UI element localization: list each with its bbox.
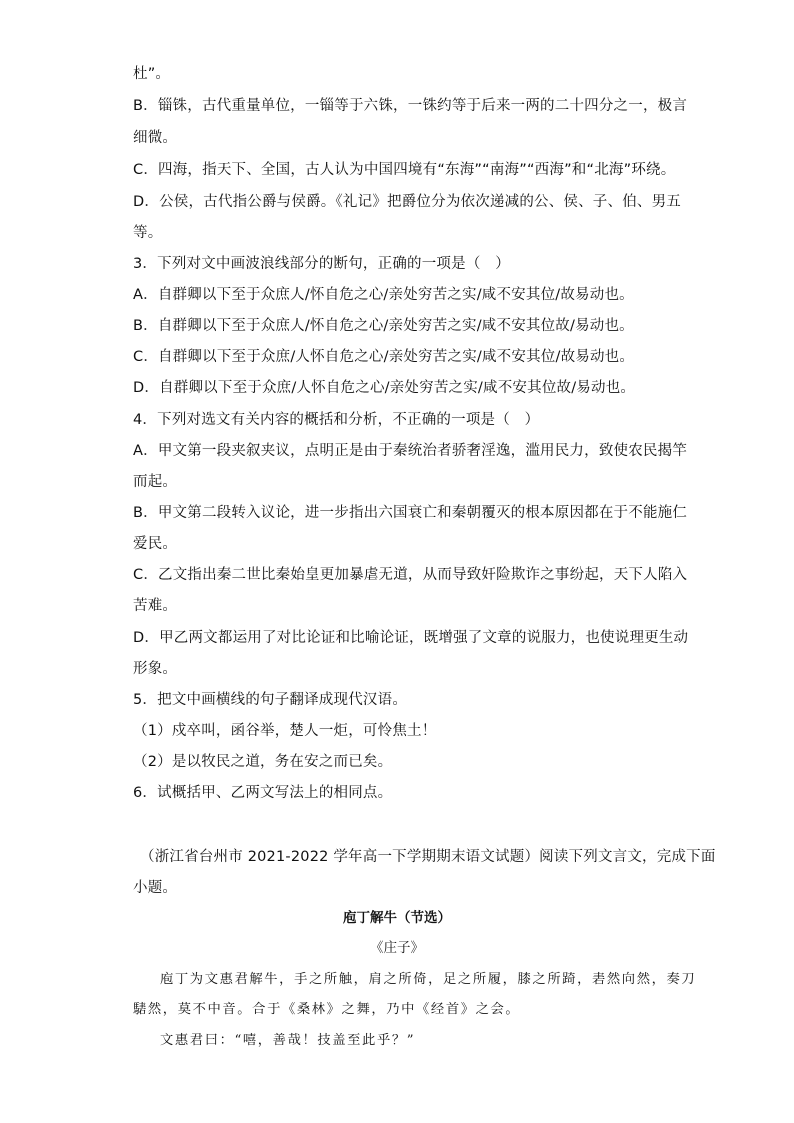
question-3: 3．下列对文中画波浪线部分的断句，正确的一项是（ ） xyxy=(133,256,510,272)
option-d-line: D．公侯，古代指公爵与侯爵。《礼记》把爵位分为依次递减的公、侯、子、伯、男五 xyxy=(133,194,682,210)
passage-author: 《庄子》 xyxy=(370,940,424,956)
q4-option-c: C．乙文指出秦二世比秦始皇更加暴虐无道，从而导致奸险欺诈之事纷起，天下人陷入 xyxy=(133,567,688,583)
text-line: 爱民。 xyxy=(133,536,178,552)
q3-option-d: D．自群卿以下至于众庶/人怀自危之心/亲处穷苦之实/咸不安其位故/易动也。 xyxy=(133,380,636,396)
q5-item-1: （1）戍卒叫，函谷举，楚人一炬，可怜焦土！ xyxy=(133,723,437,739)
passage-title: 庖丁解牛（节选） xyxy=(343,910,451,926)
question-6: 6．试概括甲、乙两文写法上的相同点。 xyxy=(133,785,393,801)
text-line: 杜”。 xyxy=(133,66,171,82)
text-line: 形象。 xyxy=(133,661,178,677)
text-line: 而起。 xyxy=(133,474,178,490)
q4-option-d: D．甲乙两文都运用了对比论证和比喻论证，既增强了文章的说服力，也使说理更生动 xyxy=(133,630,689,646)
source-note: （浙江省台州市 2021-2022 学年高一下学期期末语文试题）阅读下列文言文，完成下面 xyxy=(140,849,716,865)
q3-option-a: A．自群卿以下至于众庶人/怀自危之心/亲处穷苦之实/咸不安其位/故易动也。 xyxy=(133,287,634,303)
question-4: 4．下列对选文有关内容的概括和分析，不正确的一项是（ ） xyxy=(133,412,540,428)
source-note-cont: 小题。 xyxy=(133,880,178,896)
q4-option-a: A．甲文第一段夹叙夹议，点明正是由于秦统治者骄奢淫逸，滥用民力，致使农民揭竿 xyxy=(133,443,688,459)
passage-paragraph: 文惠君曰：“嘻，善哉！技盖至此乎？” xyxy=(160,1033,416,1048)
passage-line: 騞然，莫不中音。合于《桑林》之舞，乃中《经首》之会。 xyxy=(133,1002,521,1017)
q3-option-c: C．自群卿以下至于众庶/人怀自危之心/亲处穷苦之实/咸不安其位/故易动也。 xyxy=(133,349,635,365)
question-5: 5．把文中画横线的句子翻译成现代汉语。 xyxy=(133,692,408,708)
text-line: 苦难。 xyxy=(133,598,178,614)
text-line: 等。 xyxy=(133,225,163,241)
q4-option-b: B．甲文第二段转入议论，进一步指出六国衰亡和秦朝覆灭的根本原因都在于不能施仁 xyxy=(133,505,688,521)
passage-paragraph: 庖丁为文惠君解牛，手之所触，肩之所倚，足之所履，膝之所踦，砉然向然，奏刀 xyxy=(160,972,697,987)
option-b-line: B．锱铢，古代重量单位，一锱等于六铢，一铢约等于后来一两的二十四分之一，极言 xyxy=(133,98,688,114)
text-line: 细微。 xyxy=(133,130,178,146)
q5-item-2: （2）是以牧民之道，务在安之而已矣。 xyxy=(133,754,393,770)
q3-option-b: B．自群卿以下至于众庶人/怀自危之心/亲处穷苦之实/咸不安其位故/易动也。 xyxy=(133,318,634,334)
option-c-line: C．四海，指天下、全国，古人认为中国四境有“东海”“南海”“西海”和“北海”环绕。 xyxy=(133,162,676,178)
